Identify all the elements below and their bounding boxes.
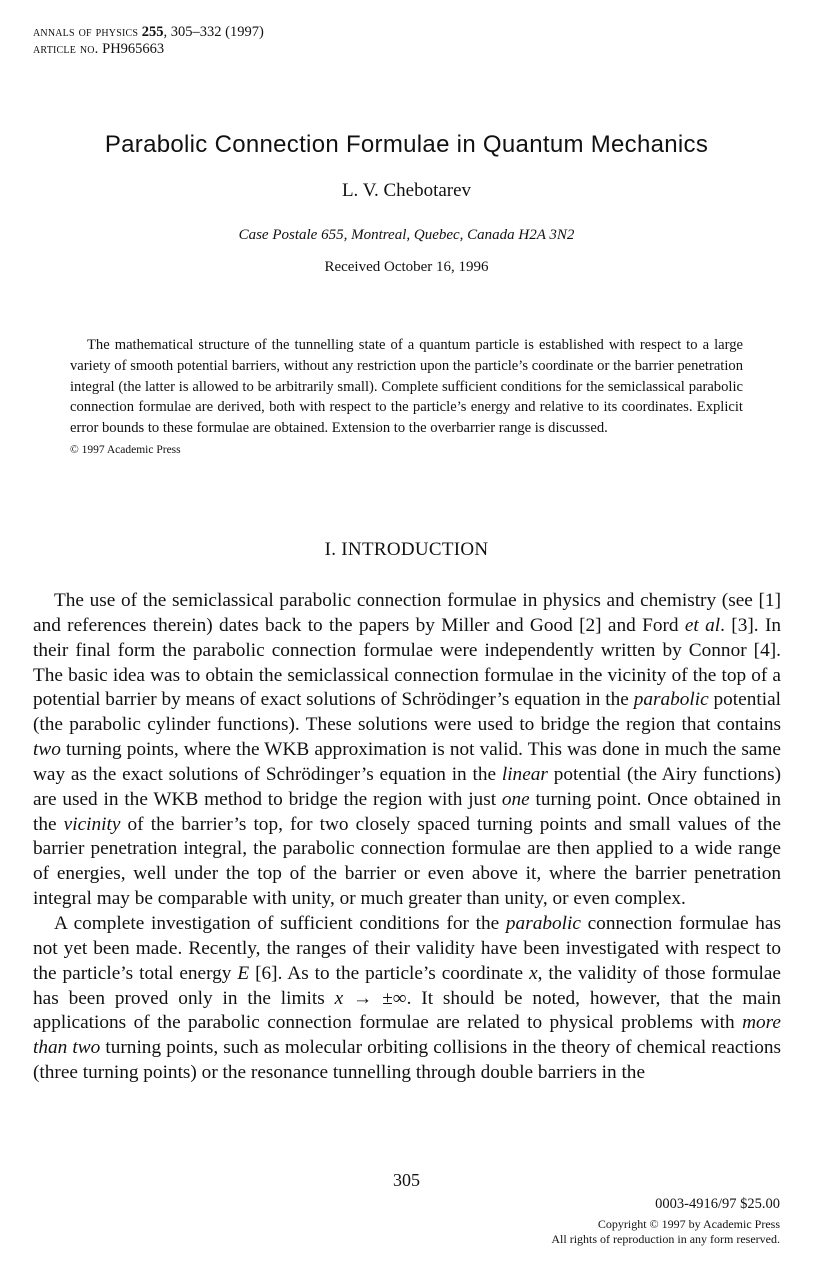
paragraph-2: [33, 912, 781, 1086]
p2-text-5: . It should be noted, however, that the main applications of the parabolic connection formulae are related to physical problems with: [33, 987, 781, 1034]
p1-italic-one: one: [501, 788, 530, 810]
issn-price: 0003-4916/97 $25.00: [655, 1196, 780, 1212]
body-text: [33, 589, 781, 1086]
article-label: article no.: [33, 41, 99, 57]
p1-text-5: potential (the Airy functions) are used in the WKB method to bridge the region with just: [33, 763, 781, 810]
p2-italic-x: x: [529, 962, 538, 984]
author-affiliation: Case Postale 655, Montreal, Quebec, Canada H2A 3N2: [238, 227, 575, 243]
p1-italic-linear: linear: [501, 763, 548, 785]
journal-volume: 255: [141, 24, 164, 40]
p2-text-4: , the validity of those formulae has been proved only in the limits: [33, 962, 781, 1009]
p1-italic-vicinity: vicinity: [63, 813, 121, 835]
copyright-line: Copyright © 1997 by Academic Press: [597, 1217, 780, 1231]
p1-text-4: turning points, where the WKB approximation is not valid. This was done in much the same way as the exact solutions of Schrödinger’s equation in the: [33, 739, 781, 785]
p2-limit: → ±∞: [343, 987, 407, 1009]
p2-text-3: [6]. As to the particle’s coordinate: [249, 962, 530, 984]
p1-text-3: potential (the parabolic cylinder functions). These solutions were used to bridge the region that contains: [33, 689, 781, 736]
publisher-footer: [551, 1195, 780, 1247]
article-number: PH965663: [102, 41, 165, 57]
journal-name: annals of physics: [33, 24, 139, 40]
p2-italic-x-limit: x: [334, 987, 344, 1009]
p2-italic-parabolic: parabolic: [505, 912, 581, 934]
p1-italic-parabolic: parabolic: [633, 689, 709, 711]
paper-title: Parabolic Connection Formulae in Quantum Mechanics: [104, 131, 709, 158]
p2-italic-energy: E: [237, 962, 250, 984]
abstract: [70, 335, 743, 461]
p2-italic-more-than-two: more than two: [33, 1012, 781, 1059]
journal-citation-line: [33, 24, 264, 41]
received-date: Received October 16, 1996: [324, 259, 489, 275]
p2-text-2: connection formulae has not yet been made. Recently, the ranges of their validity have been investigated with respect to the particle’s total energy: [33, 912, 781, 984]
page-number: 305: [393, 1170, 420, 1190]
p1-text-6: turning point. Once obtained in the: [33, 788, 782, 835]
article-number-line: [33, 41, 264, 58]
p2-text-1: A complete investigation of sufficient conditions for the: [54, 912, 506, 934]
rights-line: All rights of reproduction in any form reserved.: [551, 1232, 780, 1246]
author-name: L. V. Chebotarev: [341, 180, 472, 201]
p1-text-2: . [3]. In their final form the parabolic connection formulae were independently written by Connor [4]. The basic idea was to obtain the semiclassical connection formulae in the vicinity of the top of a potential barrier by means of exact solutions of Schrödinger’s equation in the: [33, 614, 782, 711]
footer-copyright: [551, 1217, 780, 1247]
journal-pages-year: , 305–332 (1997): [163, 24, 264, 40]
journal-header: [33, 24, 264, 58]
abstract-copyright: © 1997 Academic Press: [70, 443, 181, 456]
p2-text-6: turning points, such as molecular orbiting collisions in the theory of chemical reactions (three turning points) or the resonance tunnelling through double barriers in the: [33, 1037, 781, 1084]
p1-text-1: The use of the semiclassical parabolic connection formulae in physics and chemistry (see [1] and references therein) dates back to the papers by Miller and Good [2] and Ford: [33, 590, 781, 636]
p1-italic-two: two: [33, 739, 61, 761]
p1-italic-etal: et al: [684, 614, 721, 636]
abstract-text: The mathematical structure of the tunnelling state of a quantum particle is established with respect to a large variety of smooth potential barriers, without any restriction upon the particle’s coordinate or the barrier penetration integral (the latter is allowed to be arbitrarily small). Complete sufficient conditions for the semiclassical parabolic connection formulae are derived, both with respect to the particle’s energy and relative to its coordinates. Explicit error bounds to these formulae are obtained. Extension to the overbarrier range is discussed.: [70, 337, 743, 437]
paragraph-1: [33, 589, 781, 912]
section-heading: I. INTRODUCTION: [324, 539, 489, 560]
p1-text-7: of the barrier’s top, for two closely spaced turning points and small values of the barrier penetration integral, the parabolic connection formulae are then applied to a wide range of energies, well under the top of the barrier or even above it, where the barrier penetration integral may be comparable with unity, or much greater than unity, or even complex.: [33, 813, 781, 910]
